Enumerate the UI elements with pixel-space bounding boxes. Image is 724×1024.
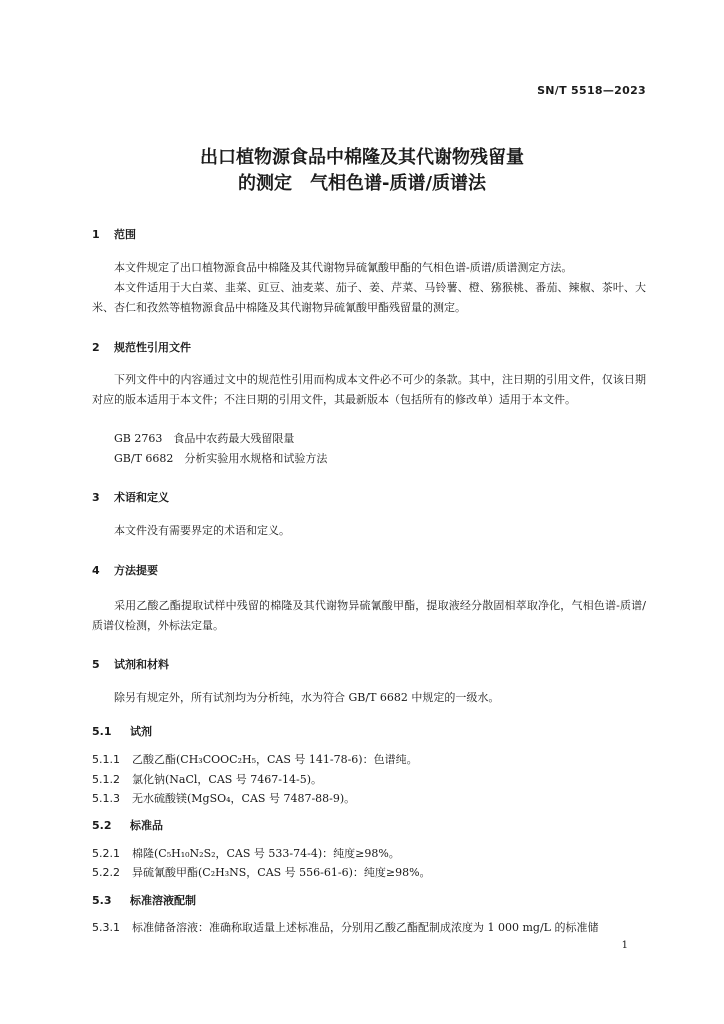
- section-4-heading: [92, 562, 158, 578]
- clause-5-1-2: [92, 771, 652, 787]
- standard-code: SN/T 5518—2023: [537, 84, 646, 97]
- section-5-paragraph-1: 除另有规定外，所有试剂均为分析纯，水为符合 GB/T 6682 中规定的一级水。: [114, 691, 500, 704]
- section-title: 方法提要: [114, 564, 158, 577]
- clause-text: 氯化钠(NaCl，CAS 号 7467-14-5)。: [132, 773, 323, 786]
- clause-number: 5.1.1: [92, 753, 120, 766]
- section-number: 4: [92, 564, 100, 577]
- section-5-heading: [92, 656, 169, 672]
- clause-text: 乙酸乙酯(CH₃COOC₂H₅，CAS 号 141-78-6)：色谱纯。: [132, 753, 418, 766]
- section-title: 范围: [114, 228, 136, 241]
- section-number: 2: [92, 341, 100, 354]
- subsection-title: 标准溶液配制: [130, 894, 196, 907]
- clause-number: 5.2.2: [92, 866, 120, 879]
- title-line-1: 出口植物源食品中棉隆及其代谢物残留量: [200, 147, 524, 168]
- section-number: 5: [92, 658, 100, 671]
- section-number: 1: [92, 228, 100, 241]
- subsection-5-3-heading: [92, 892, 196, 908]
- section-1-paragraph-1: 本文件规定了出口植物源食品中棉隆及其代谢物异硫氰酸甲酯的气相色谱-质谱/质谱测定方法。: [114, 261, 573, 274]
- clause-5-1-3: [92, 790, 652, 806]
- clause-text: 异硫氰酸甲酯(C₂H₃NS，CAS 号 556-61-6)：纯度≥98%。: [132, 866, 431, 879]
- clause-text: 无水硫酸镁(MgSO₄，CAS 号 7487-88-9)。: [132, 792, 356, 805]
- clause-number: 5.1.3: [92, 792, 120, 805]
- section-3-heading: [92, 489, 169, 505]
- document-title: [0, 145, 724, 197]
- section-2-heading: [92, 339, 191, 355]
- title-line-2: 的测定 气相色谱-质谱/质谱法: [237, 173, 487, 194]
- subsection-5-2-heading: [92, 817, 163, 833]
- clause-number: 5.3.1: [92, 921, 120, 934]
- clause-5-1-1: [92, 751, 652, 767]
- section-title: 试剂和材料: [114, 658, 169, 671]
- section-number: 3: [92, 491, 100, 504]
- page-number: 1: [621, 940, 628, 951]
- section-1-paragraph-2: 本文件适用于大白菜、韭菜、豇豆、油麦菜、茄子、姜、芹菜、马铃薯、橙、猕猴桃、番茄、辣椒、茶叶、大米、杏仁和孜然等植物源食品中棉隆及其代谢物异硫氰酸甲酯残留量的测定。: [92, 281, 646, 314]
- subsection-title: 标准品: [130, 819, 163, 832]
- normative-reference-1: GB 2763 食品中农药最大残留限量: [114, 432, 295, 445]
- clause-number: 5.2.1: [92, 847, 120, 860]
- section-1-heading: [92, 226, 136, 242]
- subsection-number: 5.3: [92, 894, 112, 907]
- subsection-number: 5.2: [92, 819, 112, 832]
- subsection-title: 试剂: [130, 725, 152, 738]
- section-title: 规范性引用文件: [114, 341, 191, 354]
- clause-5-2-2: [92, 864, 652, 880]
- clause-text: 标准储备溶液：准确称取适量上述标准品，分别用乙酸乙酯配制成浓度为 1 000 mg/L 的标准储: [132, 921, 599, 934]
- section-2-paragraph-1: 下列文件中的内容通过文中的规范性引用而构成本文件必不可少的条款。其中，注日期的引用文件，仅该日期对应的版本适用于本文件；不注日期的引用文件，其最新版本（包括所有的修改单）适用于本文件。: [92, 373, 646, 406]
- clause-text: 棉隆(C₅H₁₀N₂S₂，CAS 号 533-74-4)：纯度≥98%。: [132, 847, 400, 860]
- clause-number: 5.1.2: [92, 773, 120, 786]
- normative-reference-2: GB/T 6682 分析实验用水规格和试验方法: [114, 452, 328, 465]
- subsection-number: 5.1: [92, 725, 112, 738]
- section-3-paragraph-1: 本文件没有需要界定的术语和定义。: [114, 524, 290, 537]
- clause-5-2-1: [92, 845, 652, 861]
- section-title: 术语和定义: [114, 491, 169, 504]
- subsection-5-1-heading: [92, 723, 152, 739]
- clause-5-3-1: [92, 919, 652, 935]
- section-4-paragraph-1: 采用乙酸乙酯提取试样中残留的棉隆及其代谢物异硫氰酸甲酯，提取液经分散固相萃取净化，气相色谱-质谱/质谱仪检测，外标法定量。: [92, 599, 646, 632]
